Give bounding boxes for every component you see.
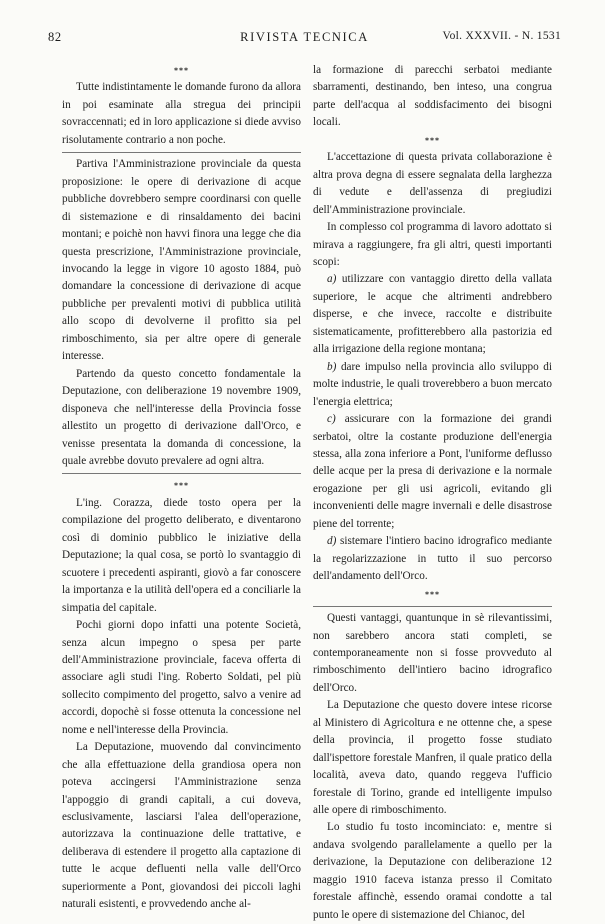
left-column — [62, 62, 301, 914]
paragraph: In complesso col programma di lavoro adottato si mirava a raggiungere, fra gli altri, questi importanti scopi: — [313, 221, 552, 268]
paragraph: Lo studio fu tosto incominciato: e, mentre si andava svolgendo parallelamente a quello per la derivazione, la Deputazione con deliberazione 12 maggio 1910 faceva istanza presso il Comitato forestale affinchè, essendo oramai condotte a tal punto le opere di sistemazione del Chianoc, del — [313, 821, 552, 921]
divider — [313, 606, 552, 607]
paragraph: La Deputazione che questo dovere intese ricorse al Ministero di Agricoltura e ne ottenne che, a spese della provincia, il progetto fosse studiato dall'ispettore forestale Manfren, il quale pratico della località, aveva dato, quando reggeva l'ufficio forestale di Torino, grande ed intelligente impulso alle opere di rimboschimento. — [313, 699, 552, 817]
list-label: b) — [327, 360, 337, 373]
page-number: 82 — [48, 30, 62, 44]
paragraph: Questi vantaggi, quantunque in sè rilevantissimi, non sarebbero ancora stati completi, se contemporaneamente non si fosse provveduto al rimboschimento dell'intiero bacino idrografico dell'Orco. — [313, 612, 552, 694]
list-item — [313, 271, 552, 358]
journal-title: RIVISTA TECNICA — [240, 30, 369, 44]
list-item — [313, 533, 552, 585]
paragraph: La Deputazione, muovendo dal convincimento che alla effettuazione della grandiosa opera non poteva accingersi l'Amministrazione senza l'appoggio di grandi capitali, a cui doveva, esclusivamente, lasciarsi l'alea dell'operazione, autorizzava la continuazione delle trattative, e deliberava di estendere il progetto alla captazione di tutte le acque defluenti nella valle dell'Orco superiormente a Pont, giovandosi dei piccoli laghi naturali esistenti, e provvedendo anche al- — [62, 741, 301, 911]
page-header — [48, 30, 561, 50]
paragraph: Tutte indistintamente le domande furono da allora in poi esaminate alla stregua dei principii sovraccennati; ed in loro applicazione si diede avviso risolutamente contrario a non poche. — [62, 81, 301, 146]
section-separator: *** — [174, 481, 189, 491]
paragraph: Partiva l'Amministrazione provinciale da questa proposizione: le opere di derivazione di acque pubbliche dovrebbero sempre coordinarsi con quelle di sistemazione e di rinsaldamento dei bacini montani; e poichè non havvi finora una legge che dia questa prescrizione, l'Amministrazione provinciale, invocando la legge in vigore 10 agosto 1884, può domandare la concessione di derivazione di acque pubbliche per prevalenti motivi di pubblica utilità allo scopo di devolverne il profitto sia pel rimboschimento, sia per altre opere di generale interesse. — [62, 158, 301, 363]
section-separator: *** — [425, 589, 440, 599]
divider — [62, 473, 301, 474]
paragraph: la formazione di parecchi serbatoi mediante sbarramenti, destinando, ben inteso, una congrua parte dell'acqua al soddisfacimento dei bisogni locali. — [313, 64, 552, 129]
list-text: dare impulso nella provincia allo sviluppo di molte industrie, le quali troverebbero a buon mercato l'energia elettrica; — [313, 360, 552, 408]
list-text: assicurare con la formazione dei grandi serbatoi, oltre la costante produzione dell'energia stessa, alla zona inferiore a Pont, l'uniforme deflusso delle acque per la presa di derivazione e la normale erogazione per gli usi agricoli, evitando gli inconvenienti delle magre invernali e delle disastrose piene del torrente; — [313, 413, 553, 530]
list-label: d) — [327, 535, 337, 548]
volume-number: Vol. XXXVII. - N. 1531 — [442, 30, 561, 42]
section-separator: *** — [174, 66, 189, 75]
list-label: c) — [327, 413, 336, 426]
paragraph: Partendo da questo concetto fondamentale la Deputazione, con deliberazione 19 novembre 1909, disponeva che nell'interesse della Provincia fosse allestito un progetto di derivazione dall'Orco, e venisse presentata la domanda di concessione, la quale avrebbe dovuto prevalere ad ogni altra. — [62, 367, 301, 467]
section-separator: *** — [425, 135, 440, 145]
paragraph: Pochi giorni dopo infatti una potente Società, senza alcun impegno o spesa per parte dell'Amministrazione provinciale, faceva offerta di associare agli studi l'ing. Roberto Soldati, pel più sollecito compimento del progetto, salvo a venire ad accordi, dopochè si fosse ottenuta la concessione nel nome e nell'interesse della Provincia. — [62, 619, 301, 736]
list-label: a) — [327, 273, 337, 286]
list-item — [313, 411, 552, 533]
right-column — [313, 62, 552, 924]
list-item — [313, 359, 552, 411]
list-text: utilizzare con vantaggio diretto della vallata superiore, le acque che altrimenti andrebbero disperse, e che invece, raccolte e distribuite sistematicamente, profitterebbero alla pastorizia ed alla irrigazione della regione montana; — [313, 273, 553, 356]
paragraph: L'accettazione di questa privata collaborazione è altra prova degna di essere segnalata della larghezza di vedute e dell'assenza di pregiudizi dell'Amministrazione provinciale. — [313, 151, 552, 216]
divider — [62, 152, 301, 153]
paragraph: L'ing. Corazza, diede tosto opera per la compilazione del progetto deliberato, e diventarono così di dominio pubblico le iniziative della Deputazione; la qual cosa, se portò lo svantaggio di scuotere i precedenti aspiranti, giovò a far conoscere la importanza e la utilità dell'opera ed a conciliarle la simpatia del capitale. — [62, 496, 301, 614]
list-text: sistemare l'intiero bacino idrografico mediante la regolarizzazione in tutto il suo percorso dell'andamento dell'Orco. — [313, 535, 552, 583]
